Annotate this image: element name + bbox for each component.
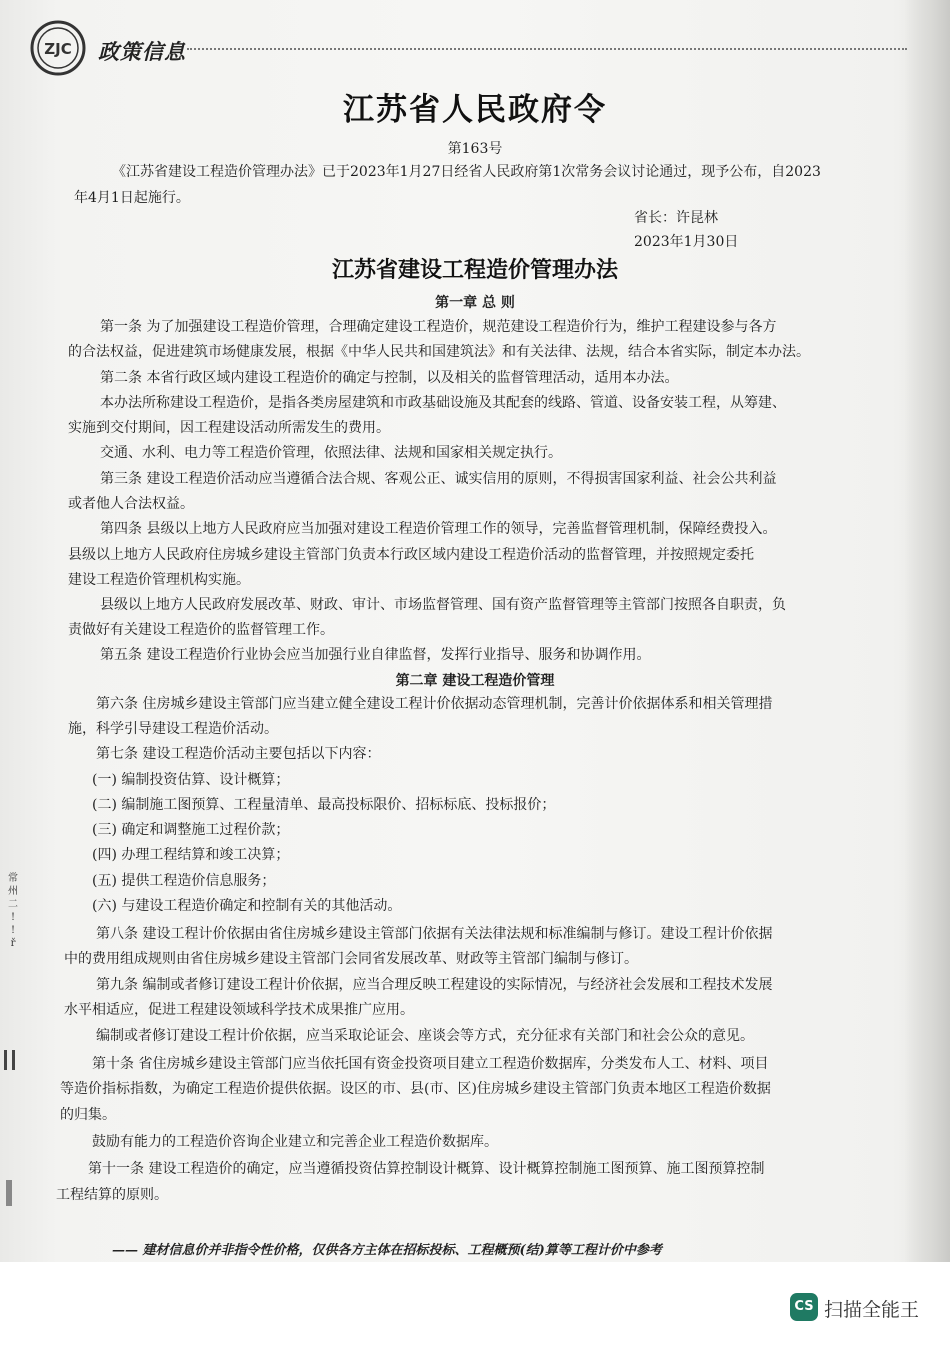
camscanner-logo-icon: CS xyxy=(790,1293,818,1321)
body-line: 鼓励有能力的工程造价咨询企业建立和完善企业工程造价数据库。 xyxy=(92,1134,498,1150)
margin-mark: 二 xyxy=(8,899,18,910)
section-title: 政策信息 xyxy=(98,40,186,64)
announcement-line-2: 年4月1日起施行。 xyxy=(74,190,190,206)
body-line: 县级以上地方人民政府住房城乡建设主管部门负责本行政区域内建设工程造价活动的监督管理，并按照规定委托 xyxy=(68,547,754,563)
body-line: (五) 提供工程造价信息服务； xyxy=(92,873,276,889)
body-line: 水平相适应，促进工程建设领域科学技术成果推广应用。 xyxy=(64,1002,414,1018)
body-line: (一) 编制投资估算、设计概算； xyxy=(92,772,290,788)
margin-mark: ! xyxy=(10,912,16,923)
body-line: 实施到交付期间，因工程建设活动所需发生的费用。 xyxy=(68,420,390,436)
body-line: 第十一条 建设工程造价的确定，应当遵循投资估算控制设计概算、设计概算控制施工图预算、施工图预算控制 xyxy=(88,1161,765,1177)
body-line: 第九条 编制或者修订建设工程计价依据，应当合理反映工程建设的实际情况，与经济社会发展和工程技术发展 xyxy=(96,977,773,993)
zjc-logo-icon xyxy=(30,20,86,76)
body-line: 第十条 省住房城乡建设主管部门应当依托国有资金投资项目建立工程造价数据库，分类发布人工、材料、项目 xyxy=(92,1056,769,1072)
body-line: 的合法权益，促进建筑市场健康发展，根据《中华人民共和国建筑法》和有关法律、法规，结合本省实际，制定本办法。 xyxy=(68,344,810,360)
footer-disclaimer: —— 建材信息价并非指令性价格，仅供各方主体在招标投标、工程概预(结)算等工程计价中参考 xyxy=(112,1243,662,1258)
camscanner-watermark: 扫描全能王 xyxy=(824,1299,920,1321)
margin-mark: ř xyxy=(10,938,16,949)
body-line: 交通、水利、电力等工程造价管理，依照法律、法规和国家相关规定执行。 xyxy=(100,445,562,461)
body-line: 第八条 建设工程计价依据由省住房城乡建设主管部门依据有关法律法规和标准编制与修订。建设工程计价依据 xyxy=(96,926,773,942)
page-edge-shadow xyxy=(904,0,950,1262)
signer: 省长：许昆林 xyxy=(634,210,718,226)
sign-date: 2023年1月30日 xyxy=(634,234,739,250)
body-line: 建设工程造价管理机构实施。 xyxy=(68,572,250,588)
body-line: 第二条 本省行政区域内建设工程造价的确定与控制，以及相关的监督管理活动，适用本办法。 xyxy=(100,370,679,386)
body-line: 第三条 建设工程造价活动应当遵循合法合规、客观公正、诚实信用的原则，不得损害国家利益、社会公共利益 xyxy=(100,471,777,487)
decree-number: 第163号 xyxy=(447,141,503,157)
chapter-2-heading: 第二章 建设工程造价管理 xyxy=(395,673,555,689)
body-line: 施，科学引导建设工程造价活动。 xyxy=(68,721,278,737)
logo-text: ZJC xyxy=(44,40,72,58)
body-line: 第一条 为了加强建设工程造价管理，合理确定建设工程造价，规范建设工程造价行为，维护工程建设参与各方 xyxy=(100,319,777,335)
body-line: (六) 与建设工程造价确定和控制有关的其他活动。 xyxy=(92,898,402,914)
magazine-header xyxy=(30,20,910,80)
body-line: 本办法所称建设工程造价，是指各类房屋建筑和市政基础设施及其配套的线路、管道、设备安装工程，从筹建、 xyxy=(100,395,786,411)
decree-title: 江苏省人民政府令 xyxy=(343,92,607,128)
margin-stamp-marks xyxy=(4,872,22,950)
body-line: (二) 编制施工图预算、工程量清单、最高投标限价、招标标底、投标报价； xyxy=(92,797,556,813)
header-dotted-rule xyxy=(187,48,907,50)
body-line: 第四条 县级以上地方人民政府应当加强对建设工程造价管理工作的领导，完善监督管理机制，保障经费投入。 xyxy=(100,521,777,537)
body-line: (四) 办理工程结算和竣工决算； xyxy=(92,847,290,863)
body-line: (三) 确定和调整施工过程价款； xyxy=(92,822,290,838)
body-line: 中的费用组成规则由省住房城乡建设主管部门会同省发展改革、财政等主管部门编制与修订。 xyxy=(64,951,638,967)
binding-mark xyxy=(4,1050,7,1070)
body-line: 工程结算的原则。 xyxy=(56,1187,168,1203)
body-line: 县级以上地方人民政府发展改革、财政、审计、市场监督管理、国有资产监督管理等主管部门按照各自职责，负 xyxy=(100,597,786,613)
margin-mark: 常 xyxy=(8,873,18,884)
binding-mark xyxy=(12,1050,15,1070)
body-line: 等造价指标指数，为确定工程造价提供依据。设区的市、县(市、区)住房城乡建设主管部门负责本地区工程造价数据 xyxy=(60,1081,771,1097)
body-line: 第六条 住房城乡建设主管部门应当建立健全建设工程计价依据动态管理机制，完善计价依据体系和相关管理措 xyxy=(96,696,773,712)
chapter-1-heading: 第一章 总 则 xyxy=(435,295,515,311)
body-line: 第七条 建设工程造价活动主要包括以下内容： xyxy=(96,746,381,762)
body-line: 第五条 建设工程造价行业协会应当加强行业自律监督，发挥行业指导、服务和协调作用。 xyxy=(100,647,651,663)
announcement-line-1: 《江苏省建设工程造价管理办法》已于2023年1月27日经省人民政府第1次常务会议讨论通过，现予公布，自2023 xyxy=(112,164,821,180)
body-line: 的归集。 xyxy=(60,1107,116,1123)
body-line: 或者他人合法权益。 xyxy=(68,496,194,512)
body-line: 责做好有关建设工程造价的监督管理工作。 xyxy=(68,622,334,638)
margin-mark: ! xyxy=(10,925,16,936)
body-line: 编制或者修订建设工程计价依据，应当采取论证会、座谈会等方式，充分征求有关部门和社会公众的意见。 xyxy=(96,1028,754,1044)
regulation-title: 江苏省建设工程造价管理办法 xyxy=(331,258,618,283)
binding-mark xyxy=(6,1180,12,1206)
margin-mark: 州 xyxy=(8,886,18,897)
